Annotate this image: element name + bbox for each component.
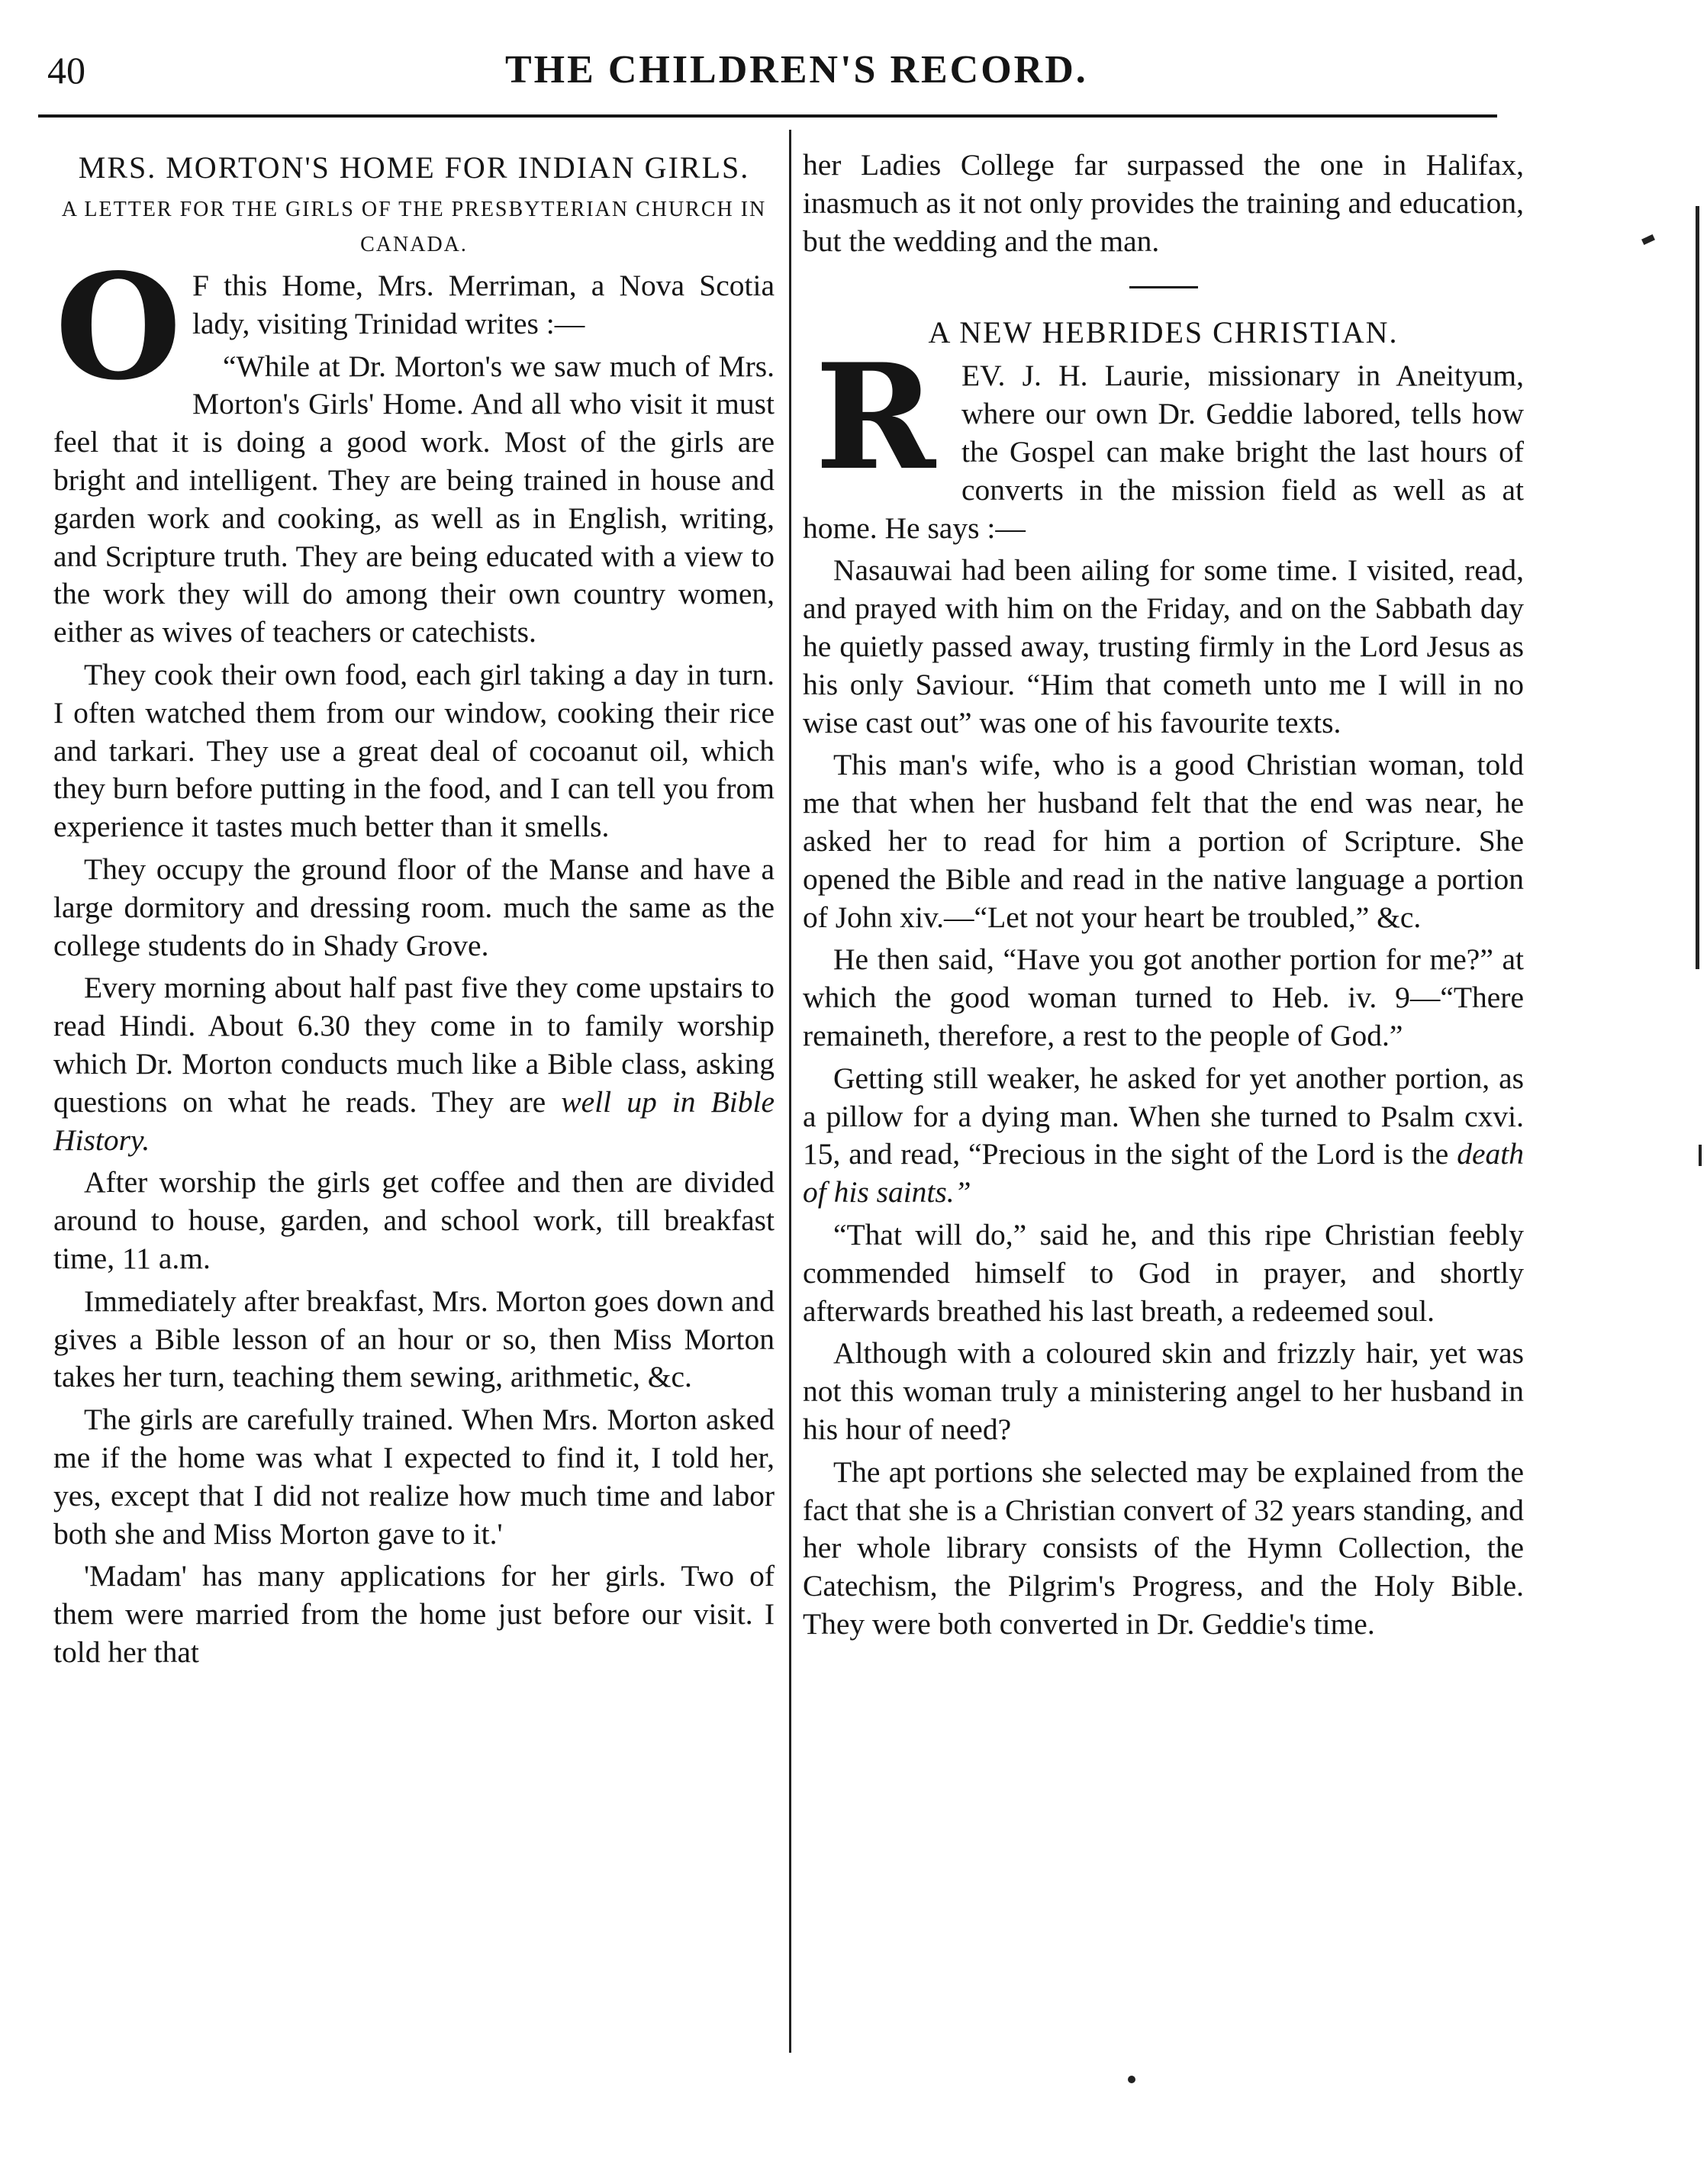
- article-title-mortons-home: MRS. MORTON'S HOME FOR INDIAN GIRLS.: [78, 150, 750, 185]
- header-rule: [38, 114, 1497, 118]
- scan-dot: [1128, 2076, 1135, 2083]
- scan-mark: [1641, 234, 1655, 245]
- section-divider: [1129, 286, 1198, 288]
- italic-phrase: death of his saints.”: [803, 1137, 1524, 1210]
- page-header: [47, 40, 1497, 101]
- paragraph-text: Getting still weaker, he asked for yet another portion, as a pillow for a dying man. When she turned to Psalm cxvi. 15, and read, “Precious in the sight of the Lord is the: [803, 1061, 1524, 1171]
- paragraph-text: Every morning about half past five they come upstairs to read Hindi. About 6.30 they come in to family worship which Dr. Morton conducts much like a Bible class, asking questions on what he reads. They are: [53, 971, 775, 1119]
- paragraph: Nasauwai had been ailing for some time. I visited, read, and prayed with him on the Friday, and on the Sabbath day he quietly passed away, trusting firmly in the Lord Jesus as his only Saviour. “Him that cometh unto me I will in no wise cast out” was one of his favourite texts.: [803, 553, 1524, 739]
- paragraph: “That will do,” said he, and this ripe Christian feebly commended himself to God in prayer, and shortly afterwards breathed his last breath, a redeemed soul.: [803, 1217, 1524, 1328]
- scan-mark: [1699, 1145, 1702, 1166]
- article-title-new-hebrides: A NEW HEBRIDES CHRISTIAN.: [928, 315, 1399, 350]
- paragraph: EV. J. H. Laurie, missionary in Aneityum, where our own Dr. Geddie labored, tells how the Gospel can make bright the last hours of converts in the mission field as well as at home. He says :—: [803, 359, 1524, 545]
- article-subtitle: A LETTER FOR THE GIRLS OF THE PRESBYTERIAN CHURCH IN CANADA.: [61, 198, 767, 256]
- column-divider: [789, 130, 791, 2053]
- scan-edge-line: [1696, 206, 1699, 969]
- paragraph: F this Home, Mrs. Merriman, a Nova Scotia lady, visiting Trinidad writes :—: [192, 269, 775, 340]
- right-column: [803, 147, 1524, 1648]
- left-column: [53, 147, 775, 1677]
- paragraph: The apt portions she selected may be explained from the fact that she is a Christian convert of 32 years standing, and her whole library consists of the Hymn Collection, the Catechism, the Pilgrim's Progress, and the Holy Bible. They were both converted in Dr. Geddie's time.: [803, 1454, 1524, 1641]
- continued-paragraph: her Ladies College far surpassed the one in Halifax, inasmuch as it not only provides the training and education, but the wedding and the man.: [803, 148, 1524, 258]
- paragraph: Although with a coloured skin and frizzly hair, yet was not this woman truly a ministering angel to her husband in his hour of need?: [803, 1336, 1524, 1446]
- paragraph: They cook their own food, each girl taking a day in turn. I often watched them from our window, cooking their rice and tarkari. They use a great deal of cocoanut oil, which they burn before putting in the food, and I can tell you from experience it tastes much better than it smells.: [53, 657, 775, 844]
- paragraph: 'Madam' has many applications for her girls. Two of them were married from the home just before our visit. I told her that: [53, 1559, 775, 1669]
- drop-cap-o: O: [55, 242, 182, 412]
- italic-phrase: well up in Bible History.: [53, 1084, 775, 1157]
- paragraph: He then said, “Have you got another portion for me?” at which the good woman turned to Heb. iv. 9—“There remaineth, therefore, a rest to the people of God.”: [803, 942, 1524, 1052]
- journal-title: THE CHILDREN'S RECORD.: [505, 48, 1088, 92]
- paragraph: Immediately after breakfast, Mrs. Morton goes down and gives a Bible lesson of an hour or so, then Miss Morton takes her turn, teaching them sewing, arithmetic, &c.: [53, 1284, 775, 1394]
- paragraph: [53, 969, 775, 1159]
- paragraph: After worship the girls get coffee and then are divided around to house, garden, and school work, till breakfast time, 11 a.m.: [53, 1165, 775, 1275]
- paragraph: “While at Dr. Morton's we saw much of Mrs. Morton's Girls' Home. And all who visit it must feel that it is doing a good work. Most of the girls are bright and intelligent. They are being trained in house and garden work and cooking, as well as in English, writing, and Scripture truth. They are being educated with a view to the work they will do among their own country women, either as wives of teachers or catechists.: [53, 349, 775, 649]
- drop-cap-r: R: [815, 332, 936, 503]
- paragraph: [803, 1060, 1524, 1212]
- paragraph: They occupy the ground floor of the Manse and have a large dormitory and dressing room. much the same as the college students do in Shady Grove.: [53, 852, 775, 962]
- page-number: 40: [47, 49, 85, 92]
- paragraph: This man's wife, who is a good Christian woman, told me that when her husband felt that the end was near, he asked her to read for him a portion of Scripture. She opened the Bible and read in the native language a portion of John xiv.—“Let not your heart be troubled,” &c.: [803, 748, 1524, 934]
- paragraph: The girls are carefully trained. When Mrs. Morton asked me if the home was what I expected to find it, I told her, yes, except that I did not realize how much time and labor both she and Miss Morton gave to it.': [53, 1403, 775, 1551]
